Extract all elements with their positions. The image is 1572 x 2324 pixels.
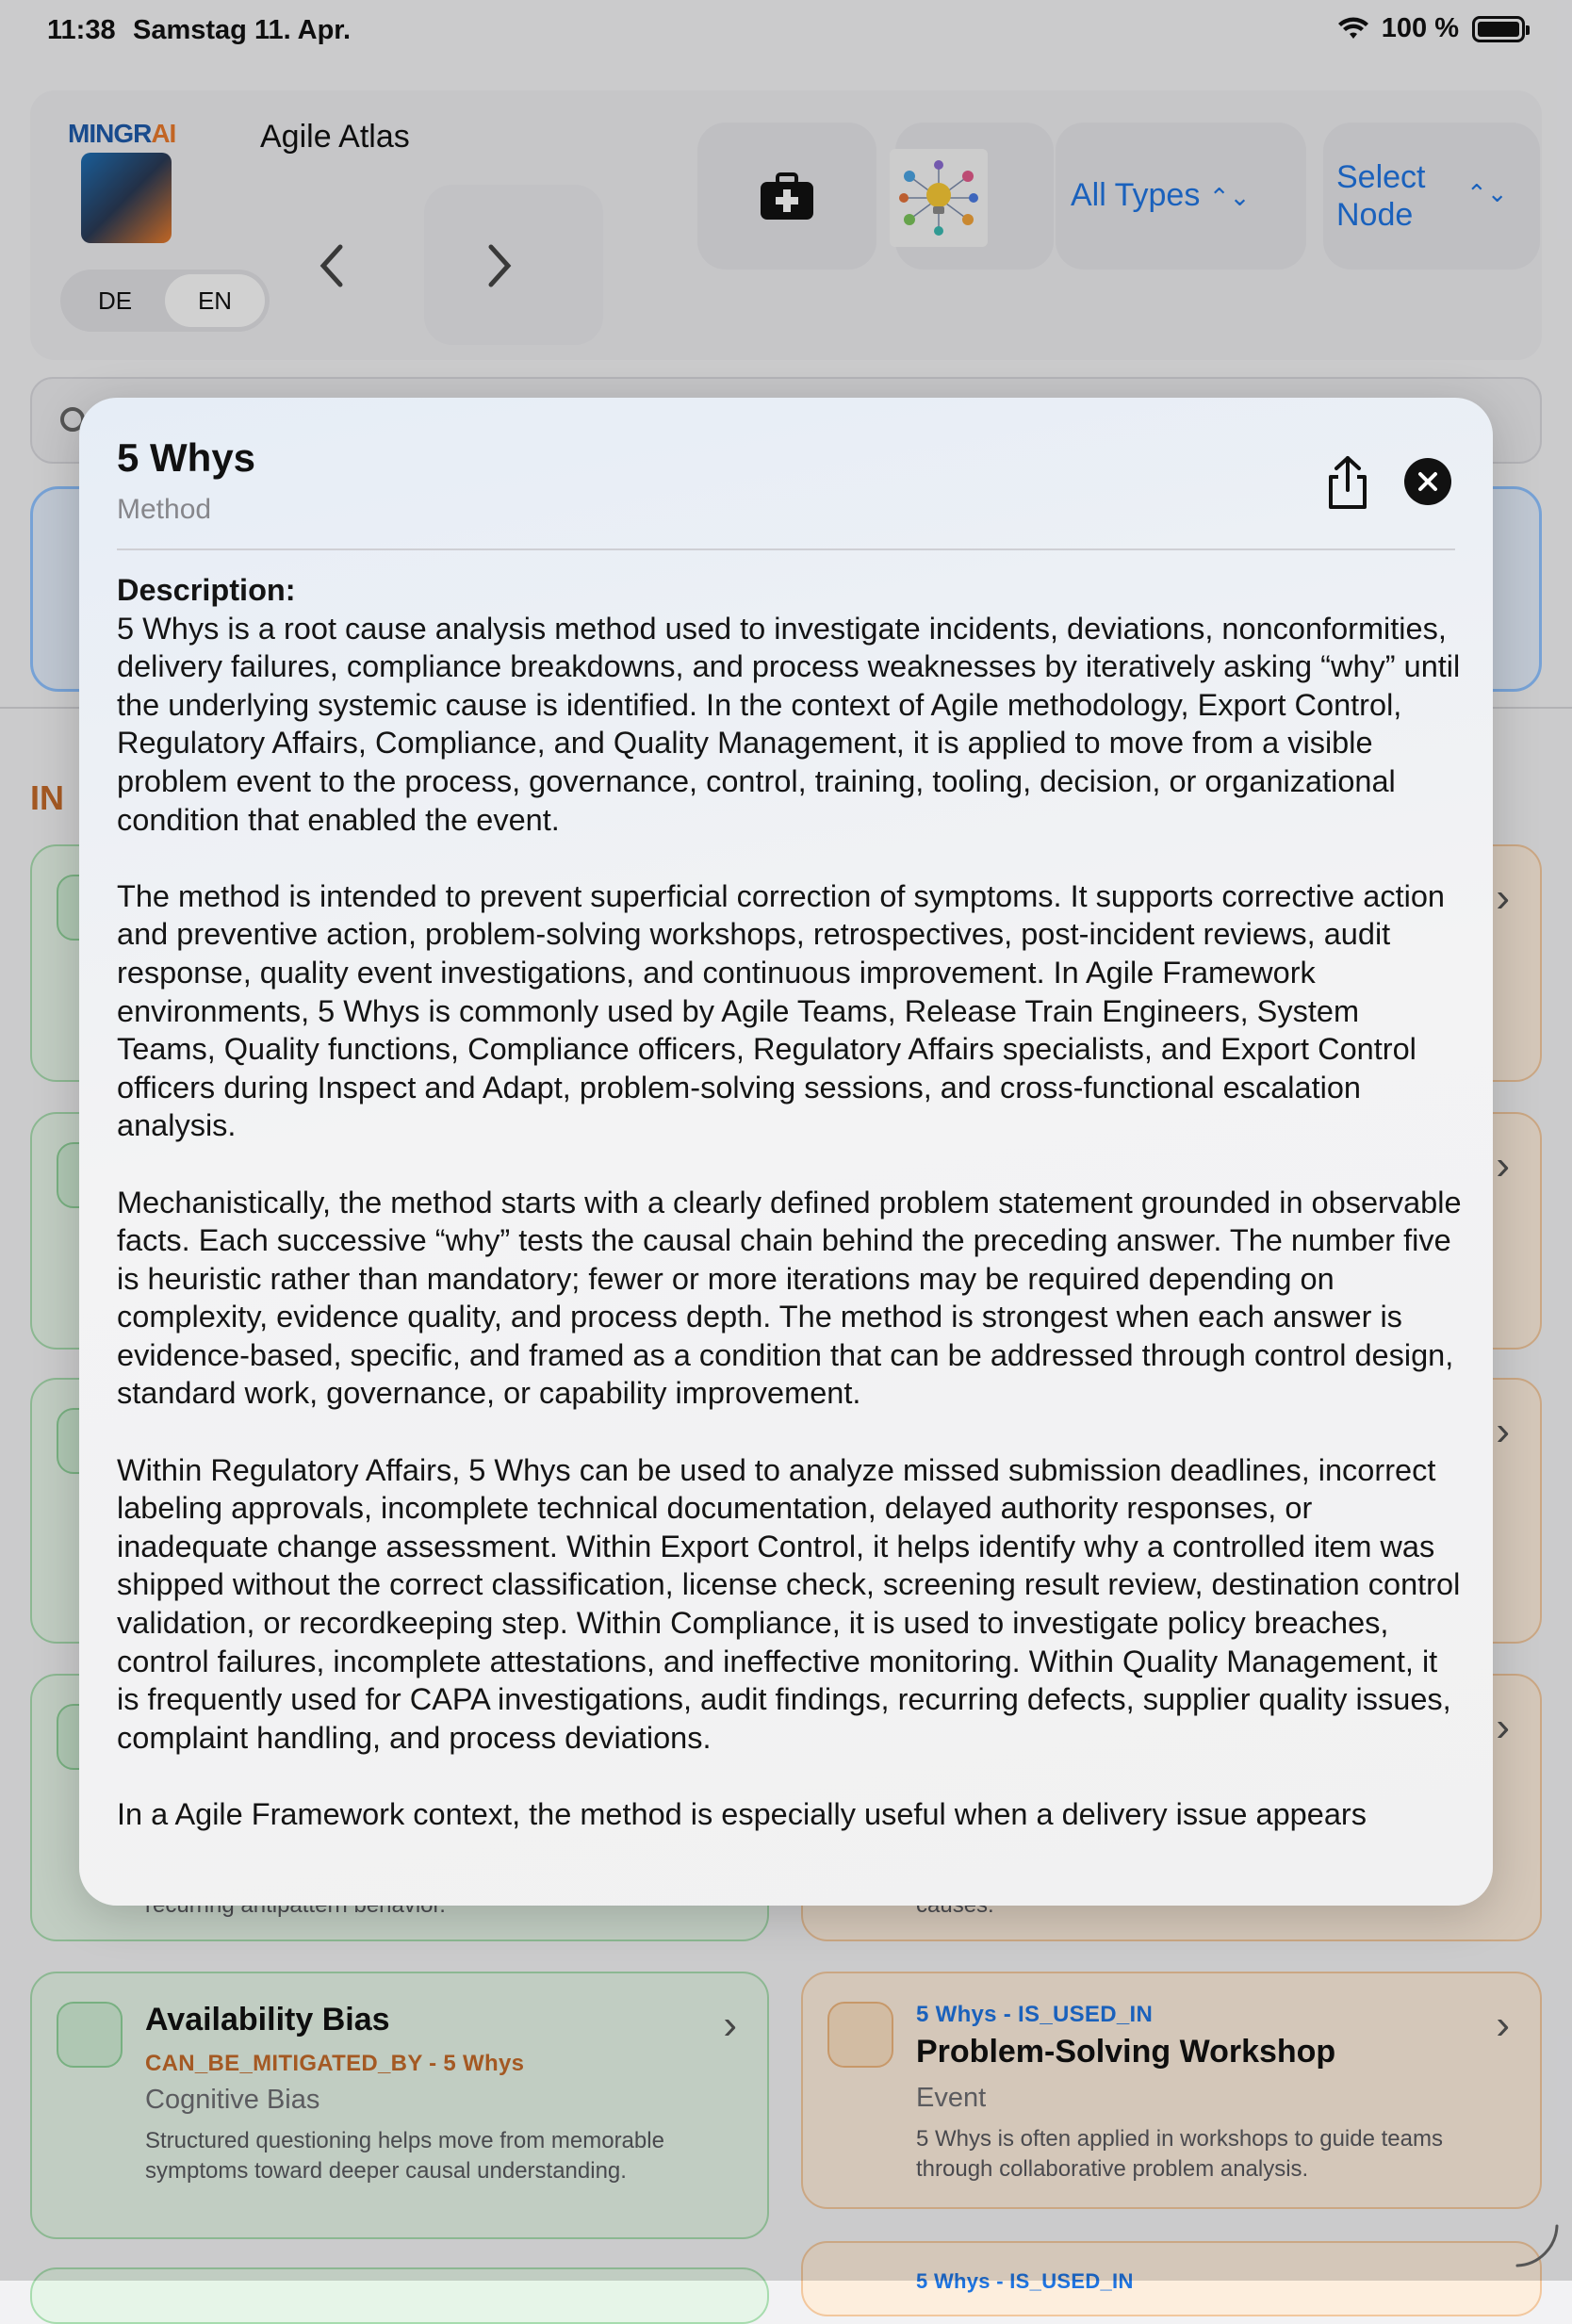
description-paragraph: Within Regulatory Affairs, 5 Whys can be used to analyze missed submission deadlines, incorrect labeling approvals, incomplete technical documentation, delayed authority responses, or inadequate change assessment. Within Export Control, it helps identify why a controlled item was shipped without the correct classification, license check, screening result review, destination control validation, or recordkeeping step. Within Compliance, it is used to investigate policy breaches, control failures, incomplete attestations, and ineffective monitoring. Within Quality Management, it is frequently used for CAPA investigations, audit findings, recurring defects, supplier quality issues, complaint handling, and process deviations.: [117, 1452, 1461, 1755]
card-title: Problem-Solving Workshop: [916, 2034, 1336, 2070]
share-button[interactable]: [1321, 454, 1374, 513]
sheet-title: 5 Whys: [117, 435, 256, 480]
close-icon: [1417, 471, 1438, 492]
app-logo: MINGRAI: [68, 119, 190, 251]
app-title: Agile Atlas: [260, 119, 410, 155]
lang-de-option[interactable]: DE: [97, 286, 133, 315]
description-scroll[interactable]: [117, 571, 1465, 1885]
chevron-right-icon: ›: [1496, 2002, 1510, 2048]
card-title: Availability Bias: [145, 2002, 390, 2038]
close-button[interactable]: [1404, 458, 1451, 505]
sheet-divider: [117, 548, 1455, 550]
status-date: Samstag 11. Apr.: [133, 15, 352, 45]
chevron-right-icon: ›: [1496, 1408, 1510, 1454]
card-type: Cognitive Bias: [145, 2085, 320, 2115]
chevron-right-icon: ›: [1496, 1704, 1510, 1750]
description-paragraph: 5 Whys is a root cause analysis method used to investigate incidents, deviations, nonconformities, delivery failures, compliance breakdowns, and process weaknesses by iteratively asking “why” until the underlying systemic cause is identified. In the context of Agile methodology, Export Control, Regulatory Affairs, Compliance, and Quality Management, it is applied to move from a visible problem event to the process, governance, control, training, tooling, decision, or organizational condition that enabled the event.: [117, 611, 1461, 837]
card-description: 5 Whys is often applied in workshops to guide teams through collaborative problem analysis.: [916, 2126, 1443, 2182]
chevron-right-icon: ›: [1496, 1142, 1510, 1188]
card-relation: 5 Whys - IS_USED_IN: [916, 2002, 1154, 2027]
sheet-subtitle: Method: [117, 494, 212, 525]
description-paragraph: In a Agile Framework context, the method is especially useful when a delivery issue appears: [117, 1797, 1367, 1831]
card-relation: 5 Whys - IS_USED_IN: [916, 2269, 1134, 2293]
chevron-right-icon: ›: [1496, 875, 1510, 921]
node-select[interactable]: Select Node: [1336, 159, 1426, 233]
card-relation: CAN_BE_MITIGATED_BY - 5 Whys: [145, 2051, 525, 2076]
lang-en-option[interactable]: EN: [165, 274, 265, 327]
description-label: Description:: [117, 573, 296, 607]
status-time: 11:38: [47, 15, 116, 45]
resize-handle-icon[interactable]: [1512, 2220, 1561, 2269]
card-description: Structured questioning helps move from memorable symptoms toward deeper causal understanding.: [145, 2128, 664, 2184]
description-paragraph: The method is intended to prevent superficial correction of symptoms. It supports corrective action and preventive action, problem-solving workshops, retrospectives, post-incident reviews, audit response, quality event investigations, and continuous improvement. In Agile Framework environments, 5 Whys is commonly used by Agile Teams, Release Train Engineers, System Teams, Quality functions, Compliance officers, Regulatory Affairs specialists, and Export Control officers during Inspect and Adapt, problem-solving sessions, and cross-functional escalation analysis.: [117, 878, 1445, 1143]
description-paragraph: Mechanistically, the method starts with a clearly defined problem statement grounded in observable facts. Each successive “why” tests the causal chain behind the preceding answer. The number five is heuristic rather than mandatory; fewer or more iterations may be required depending on complexity, evidence quality, and process depth. The method is strongest when each answer is evidence-based, specific, and framed as a condition that can be addressed through control design, standard work, governance, or capability improvement.: [117, 1185, 1462, 1411]
share-icon: [1321, 454, 1374, 513]
card-type: Event: [916, 2083, 987, 2113]
chevron-right-icon: ›: [723, 2002, 737, 2048]
section-label: IN: [30, 778, 64, 817]
updown-chevron-icon: ⌃⌄: [1466, 179, 1508, 207]
battery-percent: 100 %: [1381, 13, 1459, 43]
node-detail-sheet: [79, 398, 1493, 1906]
updown-chevron-icon: ⌃⌄: [1208, 183, 1251, 211]
type-filter-select[interactable]: All Types ⌃⌄: [1071, 177, 1251, 213]
